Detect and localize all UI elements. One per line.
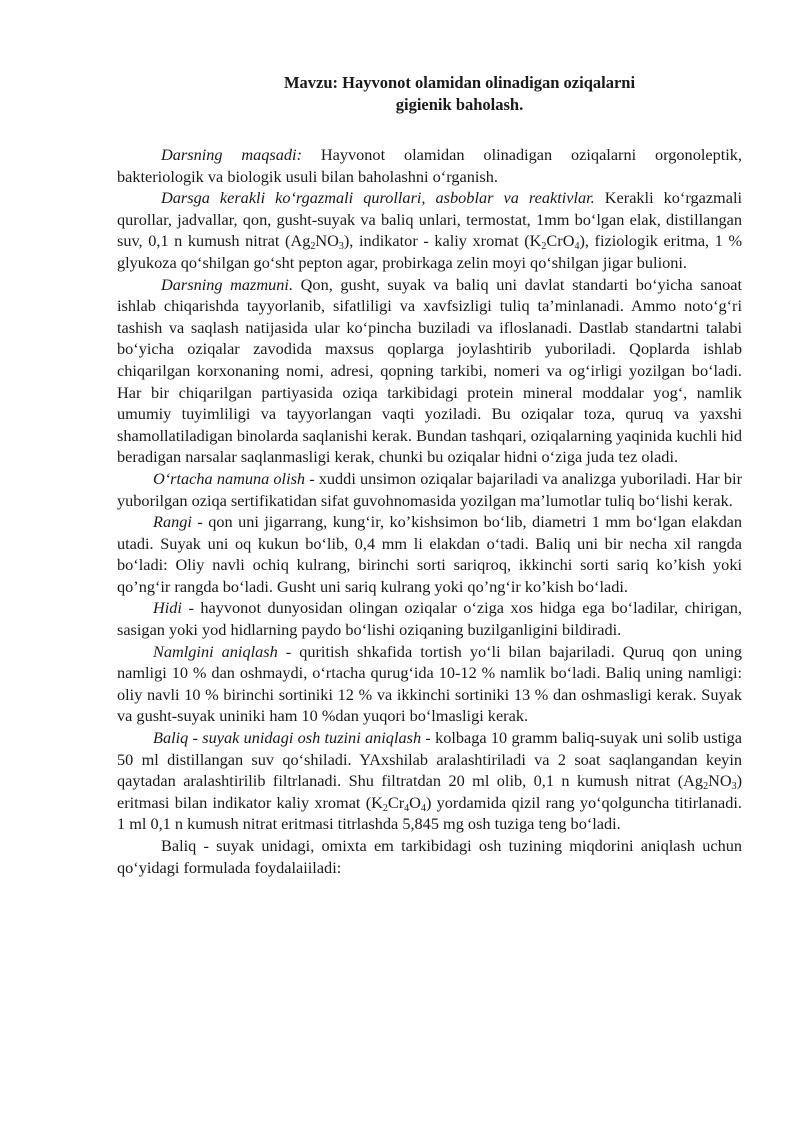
- paragraph-materials: [117, 187, 742, 273]
- paragraph-materials-label: Darsga kerakli ko‘rgazmali qurollari, asboblar va reaktivlar.: [161, 188, 595, 208]
- paragraph-materials-text: ), fiziologik eritma, 1 % glyukoza qo‘shilgan go‘sht pepton agar, probirkaga zelin moyi qo‘shilgan jigar bulioni.: [117, 231, 743, 272]
- document-page: [117, 72, 742, 878]
- paragraph-moisture-label: Namlgini aniqlash: [153, 641, 278, 661]
- paragraph-smell-label: Hidi: [153, 598, 182, 618]
- title-line-1: Mavzu: Hayvonot olamidan olinadigan oziqalarni: [283, 73, 636, 92]
- paragraph-salt-text: NO: [708, 771, 732, 791]
- paragraph-salt-text: ) yordamida qizil rang yo‘qolguncha titirlanadi. 1 ml 0,1 n kumush nitrat eritmasi titrlashda 5,845 mg osh tuziga teng bo‘ladi.: [117, 792, 742, 834]
- subscript: 2: [310, 241, 316, 253]
- paragraph-formula-intro: [117, 835, 742, 878]
- subscript: 2: [541, 241, 547, 253]
- paragraph-salt-text: ) eritmasi bilan indikator kaliy xromat (K: [117, 771, 742, 812]
- paragraph-materials-text: ), indikator - kaliy xromat (K: [343, 231, 542, 251]
- subscript: 3: [731, 781, 737, 793]
- paragraph-moisture-text: - quritish shkafida tortish yo‘li bilan bajariladi. Quruq qon uning namligi 10 % dan oshmaydi, o‘rtacha qurug‘ida 10-12 % namlik bo‘ladi. Baliq uning namligi: oliy navli 10 % birinchi sortiniki 12 % va ikkinchi sortiniki 13 % dan oshmasligi kerak. Suyak va gusht-suyak uniniki ham 10 %dan yuqori bo‘lmasligi kerak.: [117, 641, 742, 726]
- paragraph-materials-text: Kerakli ko‘rgazmali qurollar, jadvallar, qon, gusht-suyak va baliq unlari, termostat, 1mm bo‘lgan elak, distillangan suv, 0,1 n kumush nitrat (Ag: [117, 188, 742, 251]
- subscript: 4: [404, 802, 410, 814]
- paragraph-salt-text: - kolbaga 10 gramm baliq-suyak uni solib ustiga 50 ml distillangan suv qo‘shiladi. YAxshilab aralashtiriladi va 2 soat saqlangandan keyin qaytadan aralashtirilib filtrlanadi. Shu filtratdan 20 ml olib, 0,1 n kumush nitrat (Ag: [117, 728, 743, 791]
- paragraph-smell: [117, 597, 742, 640]
- subscript: 2: [382, 802, 388, 814]
- paragraph-salt: [117, 727, 742, 835]
- paragraph-sampling-label: O‘rtacha namuna olish: [153, 468, 306, 488]
- subscript: 4: [420, 802, 426, 814]
- paragraph-formula-intro-text: Baliq - suyak unidagi, omixta em tarkibidagi osh tuzining miqdorini aniqlash uchun qo‘yidagi formulada foydalaiiladi:: [117, 836, 742, 877]
- paragraph-content: [117, 274, 742, 468]
- paragraph-sampling-text: - xuddi unsimon oziqalar bajariladi va analizga yuboriladi. Har bir yuborilgan oziqa sertifikatidan sifat guvohnomasida yozilgan ma’lumotlar tuliq bo‘lishi kerak.: [117, 468, 742, 510]
- paragraph-salt-label: Baliq - suyak unidagi osh tuzini aniqlash: [153, 728, 422, 748]
- paragraph-goal-text: Hayvonot olamidan olinadigan oziqalarni orgonoleptik, bakteriologik va biologik usuli bilan baholashni o‘rganish.: [117, 145, 742, 186]
- subscript: 3: [338, 241, 344, 253]
- paragraph-content-text: Qon, gusht, suyak va baliq uni davlat standarti bo‘yicha sanoat ishlab chiqarishda tayyorlanib, sifatliligi va xavfsizligi tuliq ta’minlanadi. Ammo noto‘g‘ri tashish va saqlash natijasida ular ko‘pincha buziladi va ifloslanadi. Dastlab standartni talabi bo‘yicha oziqalar zavodida maxsus qoplarga joylashtirib yuboriladi. Qoplarda ishlab chiqarilgan korxonaning nomi, adresi, qopning tarkibi, nomeri va og‘irligi yozilgan bo‘ladi. Har bir chiqarilgan partiyasida oziqa tarkibidagi protein mineral moddalar yog‘, namlik umumiy tuyimliligi va tayyorlangan vaqti yoziladi. Bu oziqalar toza, quruq va yaxshi shamollatiladigan binolarda saqlanishi kerak. Bundan tashqari, oziqalarning yaqinida kuchli hid beradigan narsalar saqlanmasligi kerak, chunki bu oziqalar hidni o‘ziga juda tez oladi.: [117, 274, 742, 467]
- paragraph-goal-label: Darsning maqsadi:: [161, 145, 302, 164]
- page-title: [117, 72, 742, 116]
- paragraph-content-label: Darsning mazmuni.: [161, 274, 294, 294]
- paragraph-color-text: - qon uni jigarrang, kung‘ir, ko’kishsimon bo‘lib, diametri 1 mm bo‘lgan elakdan utadi. Suyak uni oq kukun bo‘lib, 0,4 mm li elakdan o‘tadi. Baliq uni bir necha xil rangda bo‘ladi: Oliy navli ochiq kulrang, birinchi sorti sariqroq, ikkinchi sorti sariq ko’kish yoki qo’ng‘ir rangda bo‘ladi. Gusht uni sariq kulrang yoki qo’ng‘ir ko’kish bo‘ladi.: [117, 512, 742, 596]
- subscript: 2: [703, 781, 709, 793]
- paragraph-materials-text: CrO: [546, 231, 575, 251]
- paragraph-materials-text: NO: [315, 231, 339, 251]
- paragraph-color-label: Rangi: [153, 512, 192, 532]
- paragraph-goal: [117, 144, 742, 187]
- paragraph-color: [117, 511, 742, 597]
- title-line-2: gigienik baholash.: [395, 95, 524, 114]
- paragraph-sampling: [117, 468, 742, 511]
- paragraph-smell-text: - hayvonot dunyosidan olingan oziqalar o‘ziga xos hidga ega bo‘ladilar, chirigan, sasigan yoki yod hidlarning paydo bo‘lishi oziqaning buzilganligini bildiradi.: [117, 598, 742, 640]
- paragraph-salt-text: Cr: [387, 792, 405, 812]
- subscript: 4: [574, 241, 580, 253]
- paragraph-moisture: [117, 641, 742, 727]
- paragraph-salt-text: O: [409, 792, 421, 812]
